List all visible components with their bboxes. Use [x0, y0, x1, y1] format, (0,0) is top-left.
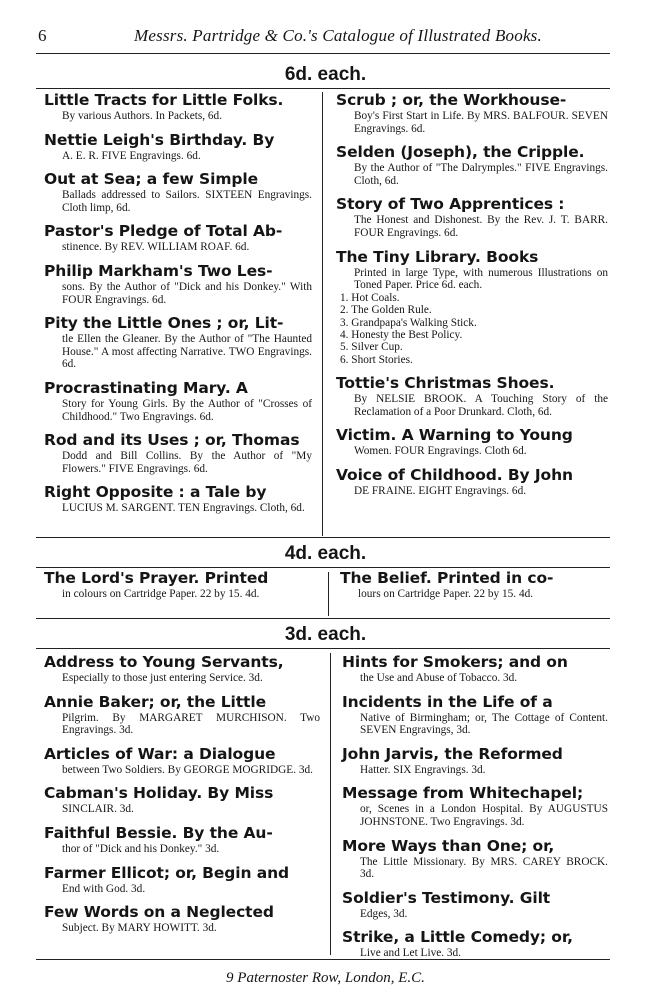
entry-description: By the Author of "The Dalrymples." FIVE Engravings. Cloth, 6d.: [354, 162, 608, 187]
entry-title: Message from Whitechapel;: [342, 784, 584, 803]
catalogue-entry: [342, 693, 608, 737]
entry-title: Rod and its Uses ; or, Thomas: [44, 431, 300, 450]
entry-title: Tottie's Christmas Shoes.: [336, 374, 555, 393]
entry-title: Scrub ; or, the Workhouse-: [336, 91, 567, 109]
entry-title: Pity the Little Ones ; or, Lit-: [44, 314, 284, 333]
catalogue-entry: [342, 784, 608, 828]
entry-description: Pilgrim. By MARGARET MURCHISON. Two Engravings. 3d.: [62, 711, 320, 737]
catalogue-entry: [336, 374, 608, 418]
header-rule: [36, 53, 610, 54]
section-rule-top-4d: [36, 537, 610, 538]
entry-title: Voice of Childhood. By John: [336, 465, 573, 484]
entry-title: Strike, a Little Comedy; or,: [342, 928, 573, 947]
entry-description: sons. By the Author of "Dick and his Donkey." With FOUR Engravings. 6d.: [62, 280, 312, 306]
entry-description: The Little Missionary. By MRS. CAREY BROCK. 3d.: [360, 855, 608, 881]
column-right-6d: [336, 91, 608, 506]
entry-title: The Belief. Printed in co-: [340, 569, 554, 587]
entry-description: DE FRAINE. EIGHT Engravings. 6d.: [354, 484, 527, 497]
column-right-4d: [340, 569, 608, 609]
catalogue-entry: [44, 824, 320, 856]
catalogue-entry: [44, 131, 312, 163]
entry-title: Philip Markham's Two Les-: [44, 261, 273, 280]
catalogue-entry: [342, 653, 608, 685]
entry-title: Victim. A Warning to Young: [336, 426, 573, 445]
column-left-6d: [44, 91, 312, 523]
entry-description: the Use and Abuse of Tobacco. 3d.: [360, 672, 518, 684]
catalogue-entry: [336, 248, 608, 367]
entry-title: Incidents in the Life of a: [342, 692, 553, 711]
catalogue-entry: [44, 431, 312, 475]
series-list-item: 2. The Golden Rule.: [340, 304, 432, 317]
publisher-address: 9 Paternoster Row, London, E.C.: [226, 970, 425, 986]
entry-description: lours on Cartridge Paper. 22 by 15. 4d.: [358, 588, 534, 600]
entry-title: Out at Sea; a few Simple: [44, 170, 258, 189]
column-right-3d: [342, 653, 608, 968]
catalogue-entry: [336, 143, 608, 187]
entry-title: Pastor's Pledge of Total Ab-: [44, 222, 283, 241]
catalogue-entry: [342, 745, 608, 777]
catalogue-entry: [44, 653, 320, 685]
entry-title: Cabman's Holiday. By Miss: [44, 784, 274, 803]
entry-description: Printed in large Type, with numerous Illustrations on Toned Paper. Price 6d. each.: [354, 266, 608, 292]
entry-description: By NELSIE BROOK. A Touching Story of the Reclamation of a Poor Drunkard. Cloth, 6d.: [354, 393, 608, 418]
entry-description: A. E. R. FIVE Engravings. 6d.: [62, 149, 201, 162]
entry-title: Hints for Smokers; and on: [342, 653, 568, 671]
series-list-item: 4. Honesty the Best Policy.: [340, 328, 463, 341]
entry-title: Articles of War: a Dialogue: [44, 744, 276, 763]
entry-title: Soldier's Testimony. Gilt: [342, 888, 551, 907]
entry-description: End with God. 3d.: [62, 882, 146, 895]
entry-description: thor of "Dick and his Donkey." 3d.: [62, 842, 220, 855]
catalogue-entry: [44, 569, 312, 601]
entry-description: Edges, 3d.: [360, 907, 408, 920]
entry-title: John Jarvis, the Reformed: [342, 744, 563, 763]
entry-description: Native of Birmingham; or, The Cottage of Content. SEVEN Engravings, 3d.: [360, 711, 608, 737]
column-divider-6d: [322, 92, 323, 536]
entry-description: Dodd and Bill Collins. By the Author of "My Flowers." FIVE Engravings. 6d.: [62, 450, 312, 475]
page-header: [38, 26, 608, 48]
entry-title: Selden (Joseph), the Cripple.: [336, 143, 585, 162]
catalogue-entry: [44, 314, 312, 371]
entry-description: or, Scenes in a London Hospital. By AUGUSTUS JOHNSTONE. Two Engravings. 3d.: [360, 803, 608, 828]
entry-title: Little Tracts for Little Folks.: [44, 91, 284, 109]
section-rule-6d: [36, 88, 610, 89]
entry-description: Hatter. SIX Engravings. 3d.: [360, 763, 486, 776]
column-divider-3d: [330, 653, 331, 955]
catalogue-entry: [44, 91, 312, 123]
entry-title: Annie Baker; or, the Little: [44, 692, 266, 711]
entry-title: Few Words on a Neglected: [44, 903, 274, 922]
catalogue-entry: [342, 889, 608, 921]
entry-description: Story for Young Girls. By the Author of "Crosses of Childhood." Two Engravings. 6d.: [62, 397, 312, 423]
entry-description: Ballads addressed to Sailors. SIXTEEN Engravings. Cloth limp, 6d.: [62, 189, 312, 214]
column-left-4d: [44, 569, 312, 609]
column-left-3d: [44, 653, 320, 943]
section-heading-3d: 3d. each.: [284, 624, 367, 645]
entry-title: More Ways than One; or,: [342, 836, 555, 855]
entry-title: Procrastinating Mary. A: [44, 378, 248, 397]
catalogue-entry: [336, 91, 608, 135]
entry-title: Right Opposite : a Tale by: [44, 483, 267, 502]
catalogue-entry: [336, 195, 608, 239]
entry-description: stinence. By REV. WILLIAM ROAF. 6d.: [62, 241, 250, 254]
series-list-item: 1. Hot Coals.: [340, 291, 400, 304]
entry-description: tle Ellen the Gleaner. By the Author of "The Haunted House." A most affecting Narrative. TWO Engravings. 6d.: [62, 333, 312, 371]
series-list-item: 3. Grandpapa's Walking Stick.: [340, 316, 477, 329]
entry-description: Women. FOUR Engravings. Cloth 6d.: [354, 445, 527, 458]
catalogue-entry: [44, 483, 312, 515]
catalogue-entry: [44, 903, 320, 935]
entry-title: Farmer Ellicot; or, Begin and: [44, 863, 290, 882]
entry-description: SINCLAIR. 3d.: [62, 803, 134, 816]
entry-description: The Honest and Dishonest. By the Rev. J. T. BARR. FOUR Engravings. 6d.: [354, 214, 608, 239]
section-rule-3d: [36, 648, 610, 649]
catalogue-entry: [44, 379, 312, 423]
catalogue-entry: [44, 170, 312, 214]
catalogue-entry: [336, 426, 608, 458]
catalogue-entry: [44, 222, 312, 254]
series-list: [336, 292, 608, 366]
entry-description: Live and Let Live. 3d.: [360, 947, 462, 960]
running-title: Messrs. Partridge & Co.'s Catalogue of Illustrated Books.: [134, 26, 542, 45]
entry-title: Story of Two Apprentices :: [336, 195, 565, 214]
entry-description: Subject. By MARY HOWITT. 3d.: [62, 922, 217, 935]
entry-description: By various Authors. In Packets, 6d.: [62, 110, 223, 122]
entry-title: Nettie Leigh's Birthday. By: [44, 130, 275, 149]
catalogue-entry: [336, 466, 608, 498]
section-heading-6d: 6d. each.: [284, 64, 367, 85]
series-list-item: 6. Short Stories.: [340, 353, 413, 366]
section-heading-4d: 4d. each.: [284, 543, 367, 564]
section-rule-top-3d: [36, 618, 610, 619]
catalogue-entry: [44, 262, 312, 306]
entry-description: LUCIUS M. SARGENT. TEN Engravings. Cloth, 6d.: [62, 502, 305, 515]
series-list-item: 5. Silver Cup.: [340, 341, 403, 354]
footer-rule: [36, 959, 610, 960]
catalogue-entry: [44, 745, 320, 777]
catalogue-entry: [340, 569, 608, 601]
catalogue-entry: [342, 928, 608, 960]
section-rule-4d: [36, 567, 610, 568]
entry-description: Boy's First Start in Life. By MRS. BALFOUR. SEVEN Engravings. 6d.: [354, 110, 608, 135]
entry-title: Address to Young Servants,: [44, 653, 284, 671]
catalogue-entry: [342, 837, 608, 881]
catalogue-entry: [44, 693, 320, 737]
entry-title: The Lord's Prayer. Printed: [44, 569, 269, 587]
entry-description: between Two Soldiers. By GEORGE MOGRIDGE. 3d.: [62, 763, 313, 776]
column-divider-4d: [328, 572, 329, 616]
entry-title: The Tiny Library. Books: [336, 247, 539, 266]
catalogue-entry: [44, 864, 320, 896]
catalogue-entry: [44, 784, 320, 816]
entry-description: in colours on Cartridge Paper. 22 by 15. 4d.: [62, 588, 260, 600]
page-number: 6: [38, 26, 47, 45]
entry-title: Faithful Bessie. By the Au-: [44, 823, 273, 842]
entry-description: Especially to those just entering Service. 3d.: [62, 672, 263, 684]
